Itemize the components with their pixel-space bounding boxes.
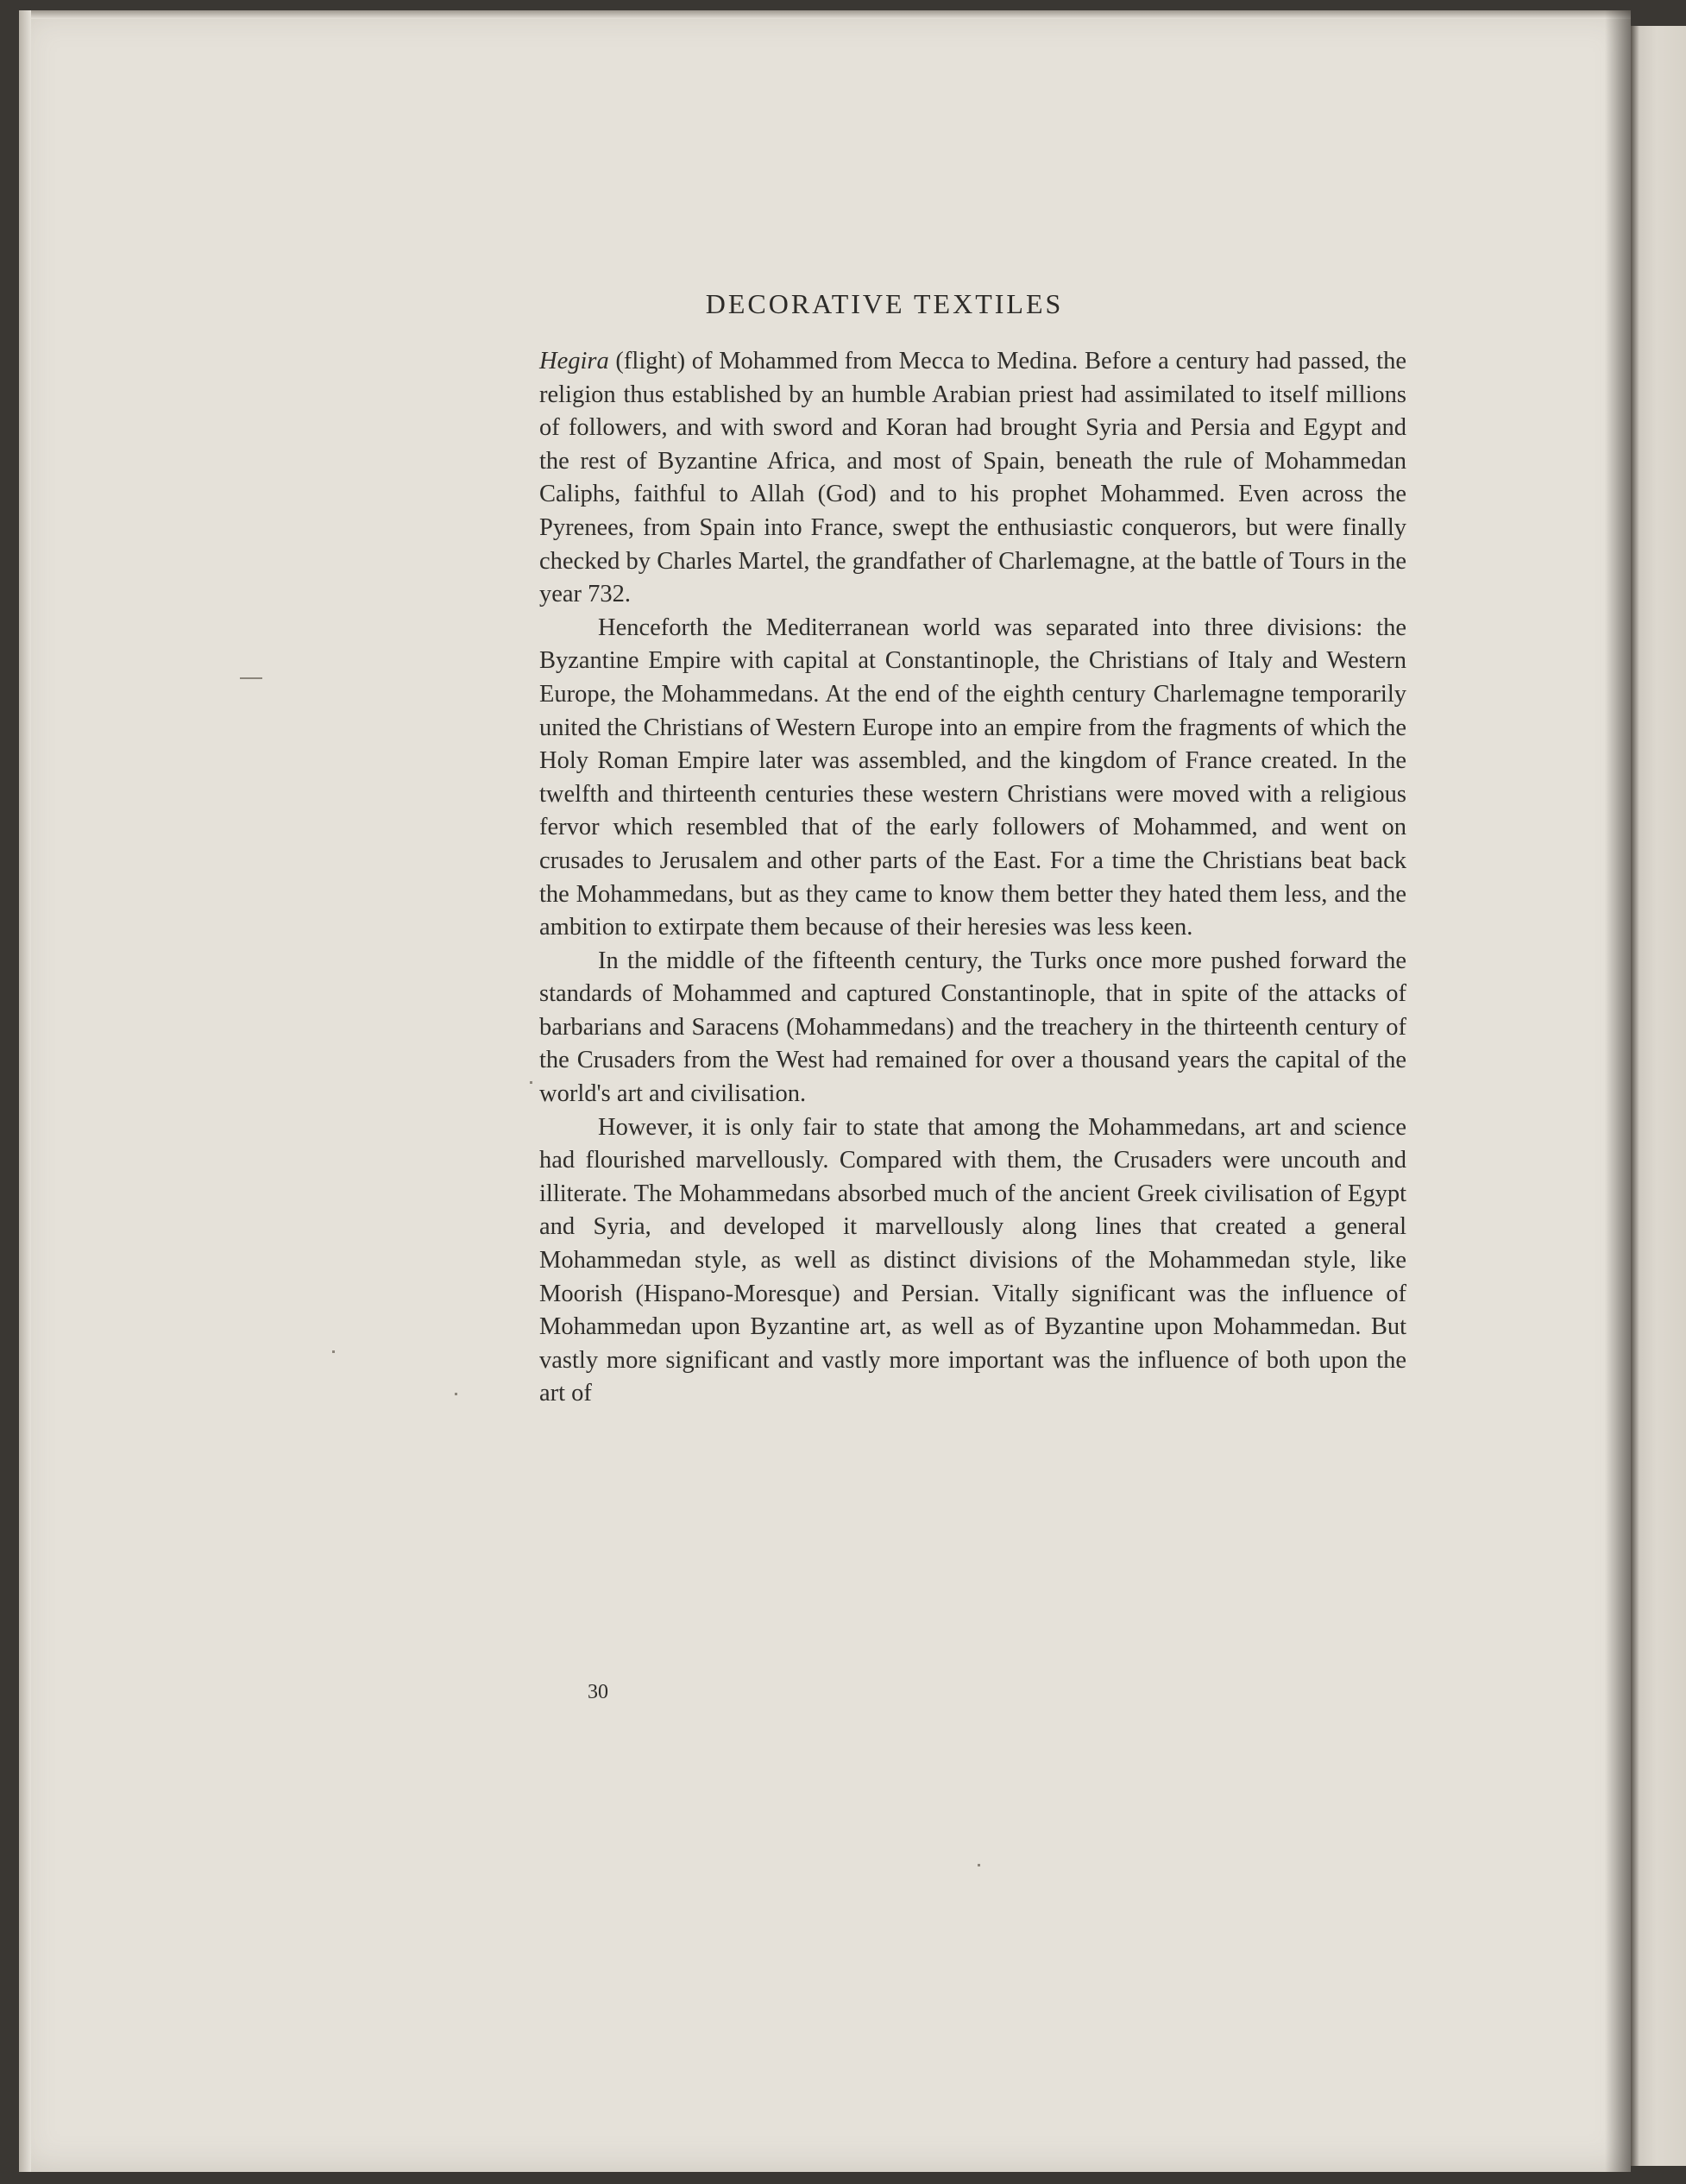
margin-mark (240, 677, 262, 679)
margin-mark (530, 1081, 532, 1084)
body-text (539, 345, 1406, 1411)
paragraph-text: (flight) of Mohammed from Mecca to Medina. Before a century had passed, the religion thus established by an humble Arabian priest had assimilated to itself millions of followers, and with sword and Koran had brought Syria and Persia and Egypt and the rest of Byzantine Africa, and most of Spain, beneath the rule of Mohammedan Caliphs, faithful to Allah (God) and to his prophet Mohammed. Even across the Pyrenees, from Spain into France, swept the enthusiastic conquerors, but were finally checked by Charles Martel, the grandfather of Charlemagne, at the battle of Tours in the year 732. (539, 348, 1406, 608)
paragraph (539, 345, 1406, 612)
margin-mark (332, 1350, 335, 1353)
page-left-edge (19, 10, 31, 2172)
page-number: 30 (588, 1681, 608, 1703)
italic-term: Hegira (539, 348, 609, 374)
paragraph: However, it is only fair to state that among the Mohammedans, art and science had flourished marvellously. Compared with them, the Crusaders were uncouth and illiterate. The Mohammedans absorbed much of the ancient Greek civilisation of Egypt and Syria, and developed it marvellously along lines that created a general Mohammedan style, as well as distinct divisions of the Mohammedan style, like Moorish (Hispano-Moresque) and Persian. Vitally significant was the influence of Mohammedan upon Byzantine art, as well as of Byzantine upon Mohammedan. But vastly more significant and vastly more important was the influence of both upon the art of (539, 1113, 1406, 1407)
paragraph: In the middle of the fifteenth century, the Turks once more pushed forward the standards of Mohammed and captured Constantinople, that in spite of the attacks of barbarians and Saracens (Mohammedans) and the treachery in the thirteenth century of the Crusaders from the West had remained for over a thousand years the capital of the world's art and civilisation. (539, 947, 1406, 1108)
facing-page-edge (1631, 26, 1686, 2166)
gutter-shadow (1605, 10, 1631, 2172)
page-top-edge (19, 10, 1631, 19)
margin-mark (978, 1864, 980, 1866)
running-head: DECORATIVE TEXTILES (705, 288, 1064, 319)
paragraph: Henceforth the Mediterranean world was separated into three divisions: the Byzantine Empire with capital at Constantinople, the Christians of Italy and Western Europe, the Mohammedans. At the end of the eighth century Charlemagne temporarily united the Christians of Western Europe into an empire from the fragments of which the Holy Roman Empire later was assembled, and the kingdom of France created. In the twelfth and thirteenth centuries these western Christians were moved with a religious fervor which resembled that of the early followers of Mohammed, and went on crusades to Jerusalem and other parts of the East. For a time the Christians beat back the Mohammedans, but as they came to know them better they hated them less, and the ambition to extirpate them because of their heresies was less keen. (539, 614, 1406, 941)
margin-mark (455, 1393, 457, 1395)
